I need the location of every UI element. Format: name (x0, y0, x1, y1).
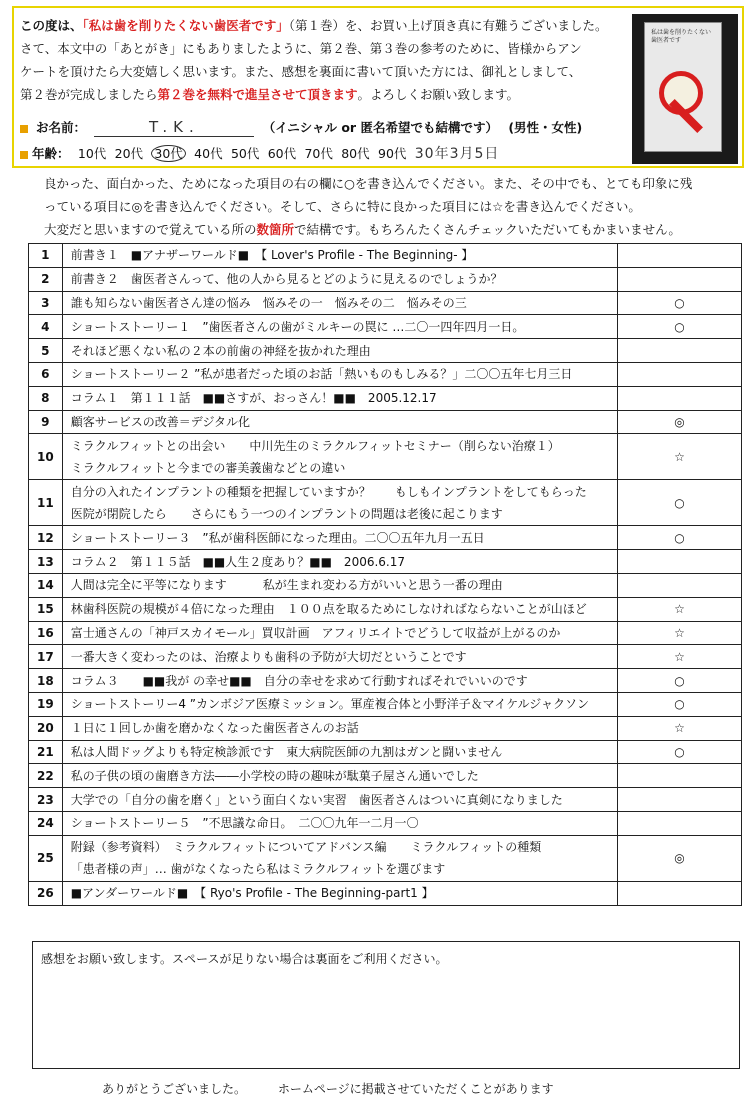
item-mark-cell[interactable] (618, 244, 742, 268)
item-mark-cell[interactable]: ○ (618, 526, 742, 550)
age-option[interactable]: 90代 (378, 146, 407, 161)
item-mark-cell[interactable]: ◎ (618, 835, 742, 881)
item-number: 26 (29, 881, 63, 905)
item-mark-cell[interactable] (618, 267, 742, 291)
item-number: 22 (29, 764, 63, 788)
item-title-line: 前書き１ ■アナザーワールド■ 【 Lover's Profile - The Beginning- 】 (70, 248, 474, 263)
table-row (29, 526, 742, 550)
item-title-line: ミラクルフィットとの出会い 中川先生のミラクルフィットセミナー（削らない治療１） (70, 438, 560, 453)
table-row (29, 621, 742, 645)
item-number: 21 (29, 740, 63, 764)
item-title (62, 669, 617, 693)
item-mark-cell[interactable]: ☆ (618, 434, 742, 480)
item-title-line: 富士通さんの「神戸スカイモール」買収計画 アフィリエイトでどうして収益が上がるのか (70, 625, 561, 640)
table-row (29, 291, 742, 315)
item-number: 3 (29, 291, 63, 315)
intro-line-2: さて、本文中の「あとがき」にもありましたように、第２巻、第３巻の参考のために、皆様からアン (20, 41, 582, 56)
age-option[interactable]: 10代 (77, 146, 107, 161)
item-number: 13 (29, 550, 63, 574)
item-number: 25 (29, 835, 63, 881)
age-option[interactable]: 70代 (304, 146, 333, 161)
instructions: 良かった、面白かった、ためになった項目の右の欄に○を書き込んでください。また、その中でも、とても印象に残 っている項目に◎を書き込んでください。そして、さらに特に良かった項目には☆を書き込んでください。 大変だと思いますので覚えている所の数箇所で結構です。もちろんたくさんチェックいただいてもかまいません。 (44, 176, 693, 237)
item-title-line: 大学での「自分の歯を磨く」という面白くない実習 歯医者さんはついに真剣になりました (70, 792, 563, 807)
item-mark-cell[interactable]: ☆ (618, 597, 742, 621)
item-mark-cell[interactable] (618, 811, 742, 835)
item-number: 5 (29, 339, 63, 363)
item-title-line: 林歯科医院の規模が４倍になった理由 １００点を取るためにしなければならないことが山ほど (70, 602, 587, 617)
bullet-icon (20, 151, 28, 159)
item-mark-cell[interactable] (618, 573, 742, 597)
name-row: お名前： T.K. （イニシャル or 匿名希望でも結構です） (男性・女性) (20, 118, 582, 137)
item-title-line: ショートストーリー２ ”私が患者だった頃のお話「熱いものもしみる？」二〇〇五年七月三日 (70, 367, 573, 382)
item-mark-cell[interactable] (618, 386, 742, 410)
bullet-icon (20, 125, 28, 133)
item-mark-cell[interactable] (618, 339, 742, 363)
table-row (29, 550, 742, 574)
table-row (29, 597, 742, 621)
item-title (62, 881, 617, 905)
item-title-line: 人間は完全に平等になります 私が生まれ変わる方がいいと思う一番の理由 (70, 578, 503, 593)
table-row (29, 267, 742, 291)
item-title-line: 私は人間ドッグよりも特定検診派です 東大病院医師の九割はガンと闘いません (70, 744, 503, 759)
item-title (62, 788, 617, 812)
item-mark-cell[interactable]: ☆ (618, 716, 742, 740)
item-number: 18 (29, 669, 63, 693)
item-title (62, 244, 617, 268)
item-title (62, 315, 617, 339)
date-field[interactable]: 30年3月5日 (414, 146, 500, 162)
age-option[interactable]: 30代 (151, 145, 185, 162)
table-row (29, 740, 742, 764)
item-mark-cell[interactable]: ○ (618, 480, 742, 526)
item-number: 9 (29, 410, 63, 434)
age-option[interactable]: 60代 (267, 146, 297, 161)
no-drill-icon (659, 71, 703, 115)
item-title (62, 621, 617, 645)
item-title (62, 835, 617, 881)
table-row (29, 386, 742, 410)
item-title (62, 410, 617, 434)
gender-field[interactable]: (男性・女性) (508, 120, 583, 135)
item-title-line: ■アンダーワールド■ 【 Ryo's Profile - The Beginning-part1 】 (70, 886, 434, 901)
table-row (29, 669, 742, 693)
item-title (62, 267, 617, 291)
item-number: 12 (29, 526, 63, 550)
table-row (29, 362, 742, 386)
item-number: 14 (29, 573, 63, 597)
item-number: 17 (29, 645, 63, 669)
table-row (29, 315, 742, 339)
item-number: 15 (29, 597, 63, 621)
table-row (29, 788, 742, 812)
item-title-line: 「患者様の声」… 歯がなくなったら私はミラクルフィットを選びます (70, 862, 446, 877)
table-row (29, 410, 742, 434)
item-title-line: 自分の入れたインプラントの種類を把握していますか？ もしもインプラントをしてもらった (70, 484, 587, 499)
item-mark-cell[interactable]: ○ (618, 315, 742, 339)
item-title (62, 434, 617, 480)
item-title-line: ショートストーリー１ ”歯医者さんの歯がミルキーの罠に …二〇一四年四月一日。 (70, 319, 525, 334)
table-row (29, 244, 742, 268)
book-cover-image (632, 14, 738, 164)
item-title (62, 692, 617, 716)
item-mark-cell[interactable] (618, 764, 742, 788)
intro-line-3: ケートを頂けたら大変嬉しく思います。また、感想を裏面に書いて頂いた方には、御礼としまして、 (20, 64, 582, 79)
item-number: 11 (29, 480, 63, 526)
item-title-line: 一番大きく変わったのは、治療よりも歯科の予防が大切だということです (70, 649, 467, 664)
item-title (62, 291, 617, 315)
name-field[interactable]: T.K. (94, 118, 254, 137)
item-title (62, 550, 617, 574)
item-mark-cell[interactable]: ☆ (618, 621, 742, 645)
table-row (29, 881, 742, 905)
item-title-line: ショートストーリー３ ”私が歯科医師になった理由。二〇〇五年九月一五日 (70, 530, 485, 545)
age-row: 年齢： 10代 20代 30代 40代 50代 60代 70代 80代 90代 30年3月5日 (20, 143, 503, 163)
item-title (62, 386, 617, 410)
item-title-line: コラム１ 第１１１話 ■■さすが、おっさん！■■ 2005.12.17 (70, 391, 437, 406)
item-number: 8 (29, 386, 63, 410)
item-title-line: １日に１回しか歯を磨かなくなった歯医者さんのお話 (70, 721, 359, 736)
table-row (29, 339, 742, 363)
intro-text (20, 14, 620, 106)
footer (102, 1080, 582, 1097)
book-title: 私は歯を削りたくない歯医者です (651, 29, 712, 44)
item-number: 20 (29, 716, 63, 740)
item-number: 2 (29, 267, 63, 291)
feedback-box[interactable] (32, 941, 740, 1069)
item-title (62, 526, 617, 550)
item-title-line: ショートストーリー4 ”カンボジア医療ミッション。軍産複合体と小野洋子＆マイケルジャクソン (70, 697, 589, 712)
item-title (62, 645, 617, 669)
table-row (29, 645, 742, 669)
item-title-line: コラム２ 第１１５話 ■■人生２度あり？■■ 2006.6.17 (70, 554, 406, 569)
item-title (62, 597, 617, 621)
table-row (29, 692, 742, 716)
item-title-line: 私の子供の頃の歯磨き方法――小学校の時の趣味が駄菓子屋さん通いでした (70, 768, 479, 783)
table-row (29, 716, 742, 740)
item-number: 4 (29, 315, 63, 339)
item-title (62, 716, 617, 740)
item-mark-cell[interactable]: ○ (618, 291, 742, 315)
item-mark-cell[interactable] (618, 550, 742, 574)
item-title-line: 誰も知らない歯医者さん達の悩み 悩みその一 悩みその二 悩みその三 (70, 295, 467, 310)
item-title-line: それほど悪くない私の２本の前歯の神経を抜かれた理由 (70, 343, 371, 358)
item-mark-cell[interactable]: ◎ (618, 410, 742, 434)
table-row (29, 573, 742, 597)
item-number: 23 (29, 788, 63, 812)
item-title-line: ミラクルフィットと今までの審美義歯などとの違い (70, 460, 346, 475)
item-number: 19 (29, 692, 63, 716)
item-title-line: コラム３ ■■我が の幸せ■■ 自分の幸せを求めて行動すればそれでいいのです (70, 673, 528, 688)
item-title (62, 573, 617, 597)
item-title (62, 764, 617, 788)
item-title (62, 740, 617, 764)
item-title (62, 362, 617, 386)
intro-line-1: この度は、「私は歯を削りたくない歯医者です」（第１巻）を、お買い上げ頂き真に有難うございました。 (20, 18, 608, 33)
item-mark-cell[interactable]: ☆ (618, 645, 742, 669)
item-title-line: 医院が閉院したら さらにもう一つのインプラントの問題は老後に起こります (70, 506, 503, 521)
table-row (29, 434, 742, 480)
item-mark-cell[interactable]: ○ (618, 740, 742, 764)
footer-thanks: ありがとうございました。 (102, 1082, 247, 1096)
item-mark-cell[interactable] (618, 788, 742, 812)
item-number: 16 (29, 621, 63, 645)
item-mark-cell[interactable]: ○ (618, 669, 742, 693)
item-title-line: ショートストーリー５ ”不思議な命日。 二〇〇九年一二月一〇 (70, 816, 419, 831)
item-number: 10 (29, 434, 63, 480)
age-option[interactable]: 40代 (194, 146, 223, 161)
item-number: 24 (29, 811, 63, 835)
survey-table (28, 243, 742, 906)
item-number: 6 (29, 362, 63, 386)
age-option[interactable]: 20代 (114, 146, 144, 161)
footer-note: ホームページに掲載させていただくことがあります (277, 1082, 554, 1096)
intro-line-4: 第２巻が完成しましたら第２巻を無料で進呈させて頂きます。よろしくお願い致します。 (20, 87, 520, 102)
item-title-line: 附録（参考資料） ミラクルフィットについてアドバンス編 ミラクルフィットの種類 (70, 840, 542, 855)
item-title-line: 前書き２ 歯医者さんって、他の人から見るとどのように見えるのでしょうか？ (70, 272, 503, 287)
item-mark-cell[interactable] (618, 881, 742, 905)
item-mark-cell[interactable] (618, 362, 742, 386)
item-mark-cell[interactable]: ○ (618, 692, 742, 716)
table-row (29, 835, 742, 881)
table-row (29, 811, 742, 835)
feedback-prompt: 感想をお願い致します。スペースが足りない場合は裏面をご利用ください。 (41, 952, 448, 966)
table-row (29, 764, 742, 788)
item-title (62, 339, 617, 363)
item-title (62, 480, 617, 526)
age-option[interactable]: 50代 (230, 146, 260, 161)
item-number: 1 (29, 244, 63, 268)
book-cover (644, 22, 722, 152)
item-title-line: 顧客サービスの改善＝デジタル化 (70, 414, 250, 429)
age-option[interactable]: 80代 (341, 146, 370, 161)
item-title (62, 811, 617, 835)
table-row (29, 480, 742, 526)
